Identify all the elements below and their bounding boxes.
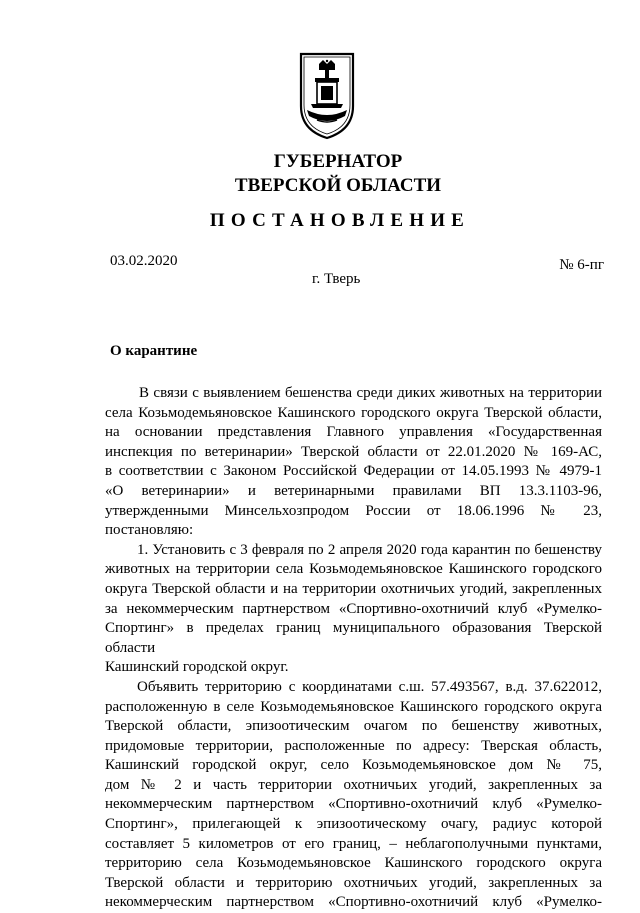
body-line: за некоммерческим партнерством «Спортивно-охотничий клуб «Румелко- bbox=[105, 600, 602, 617]
body-line: округа Тверской области и на территории охотничьих угодий, закрепленных bbox=[105, 580, 602, 597]
document-body bbox=[105, 384, 602, 913]
body-line: некоммерческим партнерством «Спортивно-охотничий клуб «Румелко- bbox=[105, 894, 602, 911]
body-line: на основании представления Главного управления «Государственная bbox=[105, 424, 602, 441]
document-city: г. Тверь bbox=[312, 271, 361, 287]
body-line: Тверской области, эпизоотическим очагом по бешенству животных, bbox=[105, 718, 602, 735]
tver-coat-of-arms-icon bbox=[297, 48, 357, 140]
body-line: в соответствии с Законом Российской Федерации от 14.05.1993 № 4979-1 bbox=[105, 463, 602, 480]
body-line: Тверской области и территорию охотничьих угодий, закрепленных за bbox=[105, 874, 602, 891]
body-line: 1. Установить с 3 февраля по 2 апреля 2020 года карантин по бешенству bbox=[137, 541, 602, 558]
body-line: составляет 5 километров от его границ, – неблагополучными пунктами, bbox=[105, 835, 602, 852]
body-line: дом № 2 и часть территории охотничьих угодий, закрепленных за bbox=[105, 776, 602, 793]
body-line: инспекция по ветеринарии» Тверской области от 22.01.2020 № 169-АС, bbox=[105, 443, 602, 460]
document-date: 03.02.2020 bbox=[110, 253, 178, 269]
body-line: животных на территории села Козьмодемьяновское Кашинского городского bbox=[105, 561, 602, 578]
document-subject: О карантине bbox=[110, 343, 198, 359]
body-line: Кашинский городской округ. bbox=[105, 659, 289, 676]
body-line: некоммерческим партнерством «Спортивно-охотничий клуб «Румелко- bbox=[105, 796, 602, 813]
governor-title: ГУБЕРНАТОР bbox=[273, 151, 403, 172]
region-title: ТВЕРСКОЙ ОБЛАСТИ bbox=[234, 175, 442, 196]
body-line: расположенную в селе Козьмодемьяновское Кашинского городского округа bbox=[105, 698, 602, 715]
body-line: территорию села Козьмодемьяновское Кашинского городского округа bbox=[105, 855, 602, 872]
document-number: № 6-пг bbox=[559, 257, 604, 273]
body-line: утвержденными Минсельхозпродом России от 18.06.1996 № 23, постановляю: bbox=[105, 502, 602, 539]
body-line: Спортинг» в пределах границ муниципального образования Тверской области bbox=[105, 620, 602, 656]
body-line: «О ветеринарии» и ветеринарными правилами ВП 13.3.1103-96, bbox=[105, 482, 602, 499]
body-line: Объявить территорию с координатами с.ш. 57.493567, в.д. 37.622012, bbox=[137, 678, 602, 695]
body-line: придомовые территории, расположенные по адресу: Тверская область, bbox=[105, 737, 602, 754]
document-type: ПОСТАНОВЛЕНИЕ bbox=[209, 210, 471, 231]
body-line: Кашинский городской округ, село Козьмодемьяновское дом № 75, bbox=[105, 757, 602, 774]
body-line: села Козьмодемьяновское Кашинского городского округа Тверской области, bbox=[105, 404, 602, 421]
body-line: Спортинг», прилегающей к эпизоотическому очагу, радиус которой bbox=[105, 816, 602, 833]
body-line: В связи с выявлением бешенства среди диких животных на территории bbox=[139, 385, 602, 401]
